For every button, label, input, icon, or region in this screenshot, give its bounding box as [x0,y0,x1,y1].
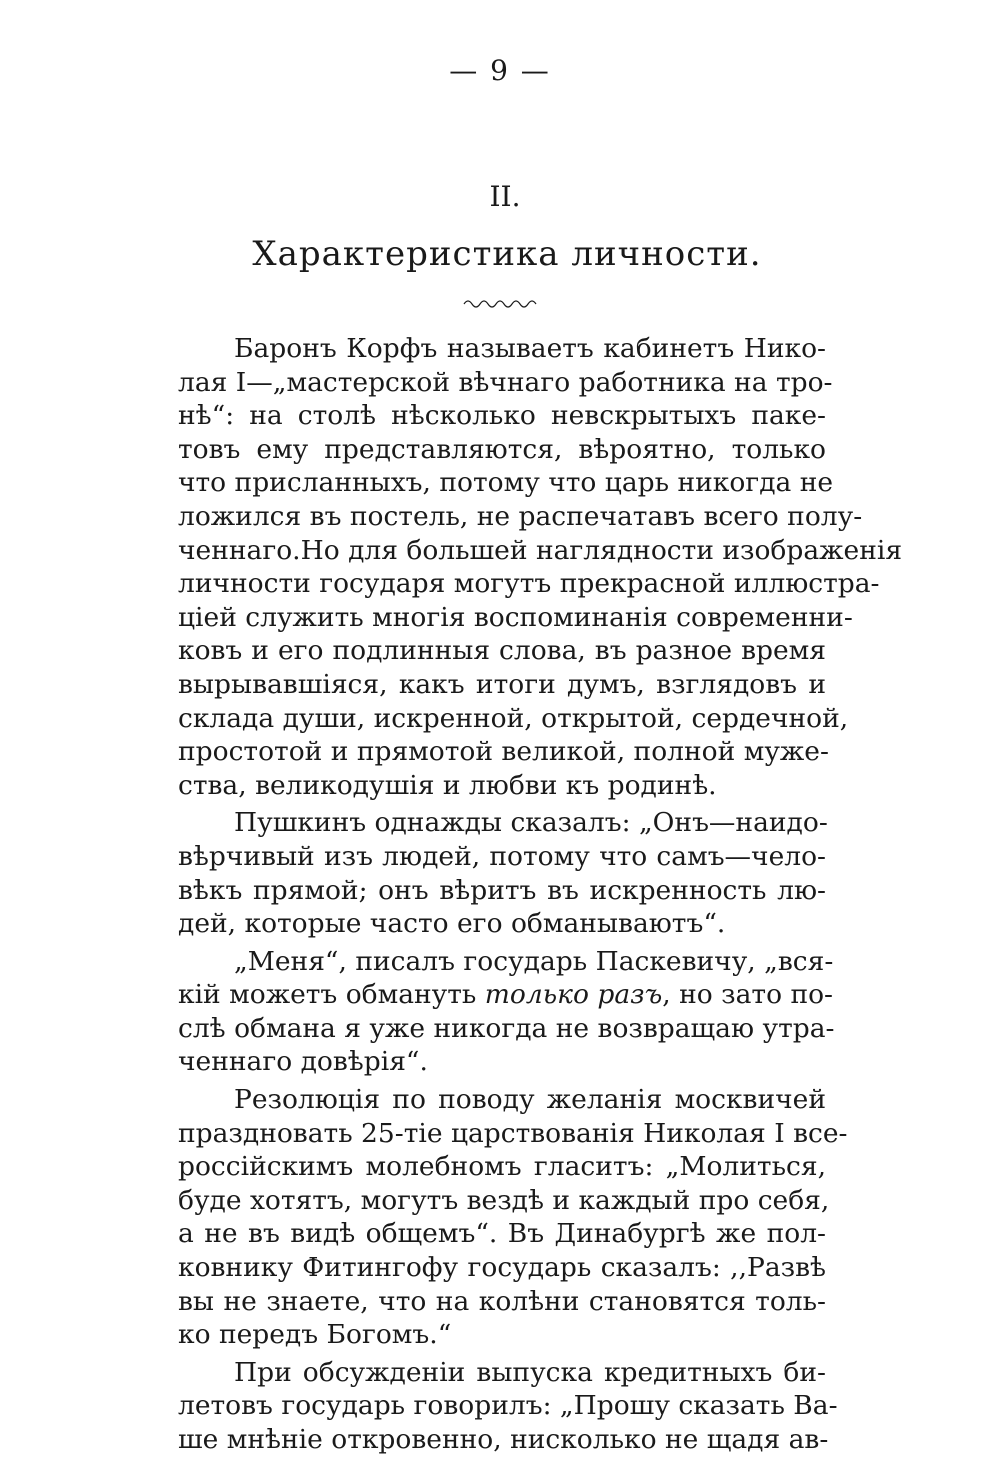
italic-phrase: только разъ [484,979,663,1011]
page-number: — 9 — [449,54,551,87]
text-line: вырывавшіяся, какъ итоги думъ, взглядовъ и [178,668,826,700]
text-line: россійскимъ молебномъ гласитъ: „Молиться, [178,1151,826,1183]
text-line: ченнаго.Но для большей наглядности изображенія [178,534,903,566]
text-line: ше мнѣніе откровенно, нисколько не щадя ав- [178,1424,829,1455]
text-line: При обсужденіи выпуска кредитныхъ би- [234,1356,826,1388]
paragraph [178,945,835,1079]
text-line: нѣ“: на столѣ нѣсколько невскрытыхъ паке- [178,400,826,432]
body-text [178,332,903,1457]
text-line: вы не знаете, что на колѣни становятся толь- [178,1285,826,1317]
text-line: лая I—„мастерской вѣчнаго работника на тро- [178,366,833,398]
text-line: а не въ видѣ общемъ“. Въ Динабургѣ же пол- [178,1218,826,1250]
text-line: дей, которые часто его обманываютъ“. [178,908,726,940]
text-line: ложился въ постель, не распечатавъ всего полу- [178,500,863,532]
text-line: вѣрчивый изъ людей, потому что самъ—чело- [178,840,826,872]
text-line: Пушкинъ однажды сказалъ: „Онъ—наидо- [234,807,828,839]
text-line: личности государя могутъ прекрасной иллюстра- [178,568,880,600]
text-line: летовъ государь говорилъ: „Прошу сказать Ва- [178,1390,838,1422]
paragraph [178,1356,838,1457]
text-line [178,978,834,1012]
text-line: ковнику Фитингофу государь сказалъ: ,,Развѣ [178,1252,826,1284]
text-line: ства, великодушія и любви къ родинѣ. [178,769,717,801]
text-line: слѣ обмана я уже никогда не возвращаю утра- [178,1012,835,1044]
text-line: „Меня“, писалъ государь Паскевичу, „вся- [234,945,834,977]
text-line: что присланныхъ, потому что царь никогда не [178,467,834,499]
paragraph [178,332,903,802]
paragraph [178,806,826,940]
text-line: ко передъ Богомъ.“ [178,1319,452,1351]
text-segment: , но зато по- [662,979,834,1011]
text-line: простотой и прямотой великой, полной муже- [178,736,829,768]
text-line: склада души, искренной, открытой, сердечной, [178,702,849,734]
text-line: ковъ и его подлинныя слова, въ разное время [178,635,826,667]
text-line: товъ ему представляются, вѣроятно, только [178,433,826,465]
chapter-numeral: II. [489,180,521,213]
text-line: буде хотятъ, могутъ вездѣ и каждый про себя, [178,1184,830,1216]
text-line: Баронъ Корфъ называетъ кабинетъ Нико- [234,333,826,364]
text-line: вѣкъ прямой; онъ вѣритъ въ искренность лю- [178,874,826,906]
text-line: Резолюція по поводу желанія москвичей [234,1084,826,1116]
text-line: ченнаго довѣрія“. [178,1046,428,1078]
text-line: ціей служить многія воспоминанія современни- [178,601,853,633]
chapter-title: Характеристика личности. [252,234,762,274]
ornament-divider [460,292,540,312]
paragraph [178,1083,848,1352]
text-segment: кій можетъ обмануть [178,979,485,1011]
text-line: праздновать 25-тіе царствованія Николая I все- [178,1117,848,1149]
